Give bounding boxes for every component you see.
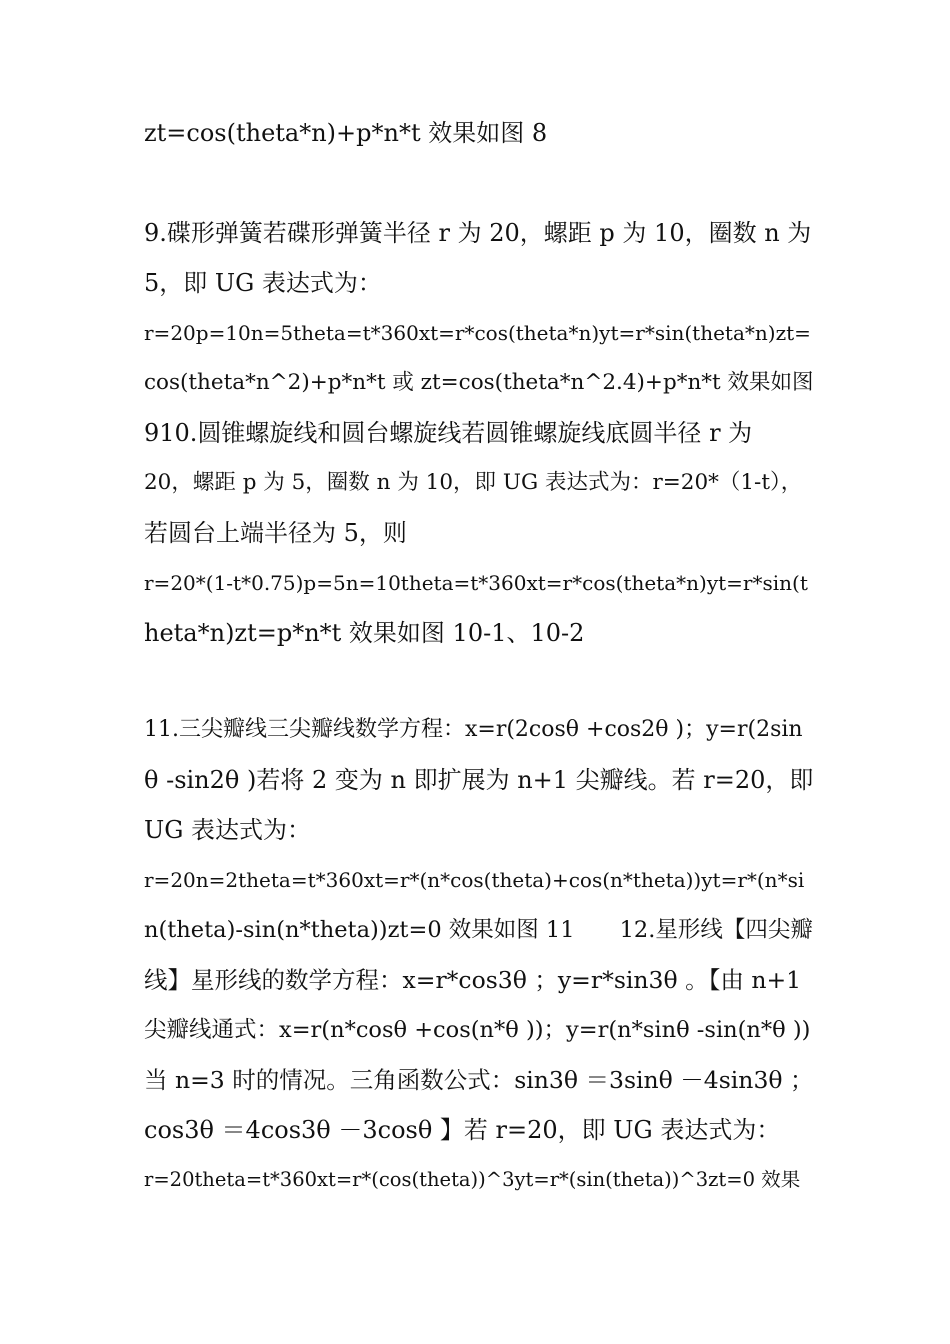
text-line: n(theta)-sin(n*theta))zt=0 效果如图 11 12.星形线【四尖瓣 [144,917,813,943]
text-line: zt=cos(theta*n)+p*n*t 效果如图 8 [144,119,548,147]
text-line: r=20n=2theta=t*360xt=r*(n*cos(theta)+cos(n*theta))yt=r*(n*si [144,868,805,892]
text-line: r=20theta=t*360xt=r*(cos(theta))^3yt=r*(sin(theta))^3zt=0 效果 [144,1168,801,1191]
text-line: 910.圆锥螺旋线和圆台螺旋线若圆锥螺旋线底圆半径 r 为 [144,419,753,447]
text-line: 尖瓣线通式：x=r(n*cosθ +cos(n*θ ))；y=r(n*sinθ -sin(n*θ )) [144,1017,811,1043]
paragraph-9-10 [144,208,814,658]
text-line: cos(theta*n^2)+p*n*t 或 zt=cos(theta*n^2.4)+p*n*t 效果如图 [144,370,814,395]
text-line: 20，螺距 p 为 5，圈数 n 为 10，即 UG 表达式为：r=20*（1-t）， [144,470,803,495]
text-line: θ -sin2θ )若将 2 变为 n 即扩展为 n+1 尖瓣线。若 r=20，即 [144,766,814,794]
text-line: r=20*(1-t*0.75)p=5n=10theta=t*360xt=r*cos(theta*n)yt=r*sin(t [144,571,808,595]
paragraph-11-12 [144,705,814,1205]
text-line: 线】星形线的数学方程：x=r*cos3θ ；y=r*sin3θ 。【由 n+1 [144,966,802,994]
text-line: 9.碟形弹簧若碟形弹簧半径 r 为 20，螺距 p 为 10，圈数 n 为 [144,219,812,247]
paragraph-8-tail [144,108,814,158]
text-line: UG 表达式为： [144,816,312,844]
text-line: cos3θ ＝4cos3θ －3cosθ 】若 r=20，即 UG 表达式为： [144,1116,781,1144]
text-line: 5，即 UG 表达式为： [144,269,382,297]
text-line: heta*n)zt=p*n*t 效果如图 10-1、10-2 [144,619,585,647]
text-line: 若圆台上端半径为 5，则 [144,519,407,547]
text-line: r=20p=10n=5theta=t*360xt=r*cos(theta*n)yt=r*sin(theta*n)zt= [144,321,811,345]
text-line: 当 n=3 时的情况。三角函数公式：sin3θ ＝3sinθ －4sin3θ ； [144,1066,814,1094]
text-line: 11.三尖瓣线三尖瓣线数学方程：x=r(2cosθ +cos2θ )；y=r(2sin [144,717,803,742]
